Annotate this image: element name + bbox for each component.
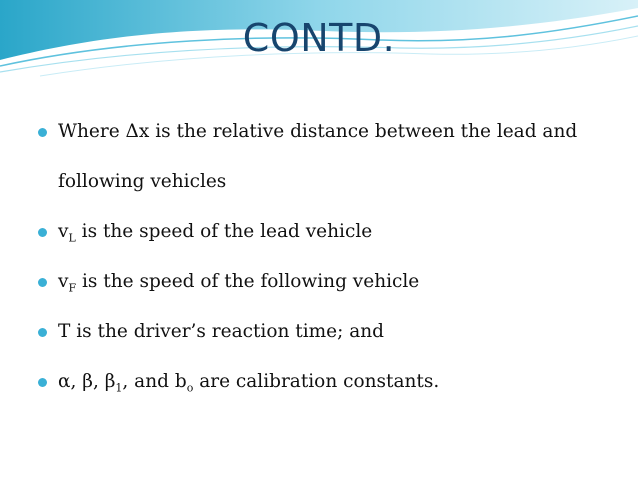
bullet-dot-icon — [38, 328, 47, 337]
bullet-text: is the speed of the lead vehicle — [75, 221, 373, 242]
bullet-item-following-speed — [38, 268, 618, 296]
bullet-item-calibration-constants — [38, 368, 618, 396]
bullet-text: Where Δx is the relative distance between the lead and — [58, 121, 578, 142]
bullet-text-continued: following vehicles — [58, 171, 227, 192]
subscript-f: F — [68, 281, 77, 295]
bullet-text-post: are calibration constants. — [193, 371, 440, 392]
bullet-dot-icon — [38, 228, 47, 237]
bullet-text-mid: , and b — [122, 371, 187, 392]
bullet-item-relative-distance — [38, 118, 618, 196]
bullet-list — [38, 118, 618, 396]
bullet-text-pre: α, β, β — [58, 371, 116, 392]
bullet-dot-icon — [38, 378, 47, 387]
subscript-l: L — [68, 231, 76, 245]
bullet-text: T is the driver’s reaction time; and — [58, 321, 384, 342]
bullet-dot-icon — [38, 128, 47, 137]
variable-v: v — [58, 271, 69, 292]
subscript-o: o — [186, 381, 194, 395]
variable-v: v — [58, 221, 69, 242]
bullet-text: is the speed of the following vehicle — [76, 271, 420, 292]
subscript-1: 1 — [115, 381, 123, 395]
bullet-item-reaction-time — [38, 318, 618, 346]
bullet-item-lead-speed — [38, 218, 618, 246]
bullet-dot-icon — [38, 278, 47, 287]
slide-title: CONTD. — [242, 16, 396, 60]
